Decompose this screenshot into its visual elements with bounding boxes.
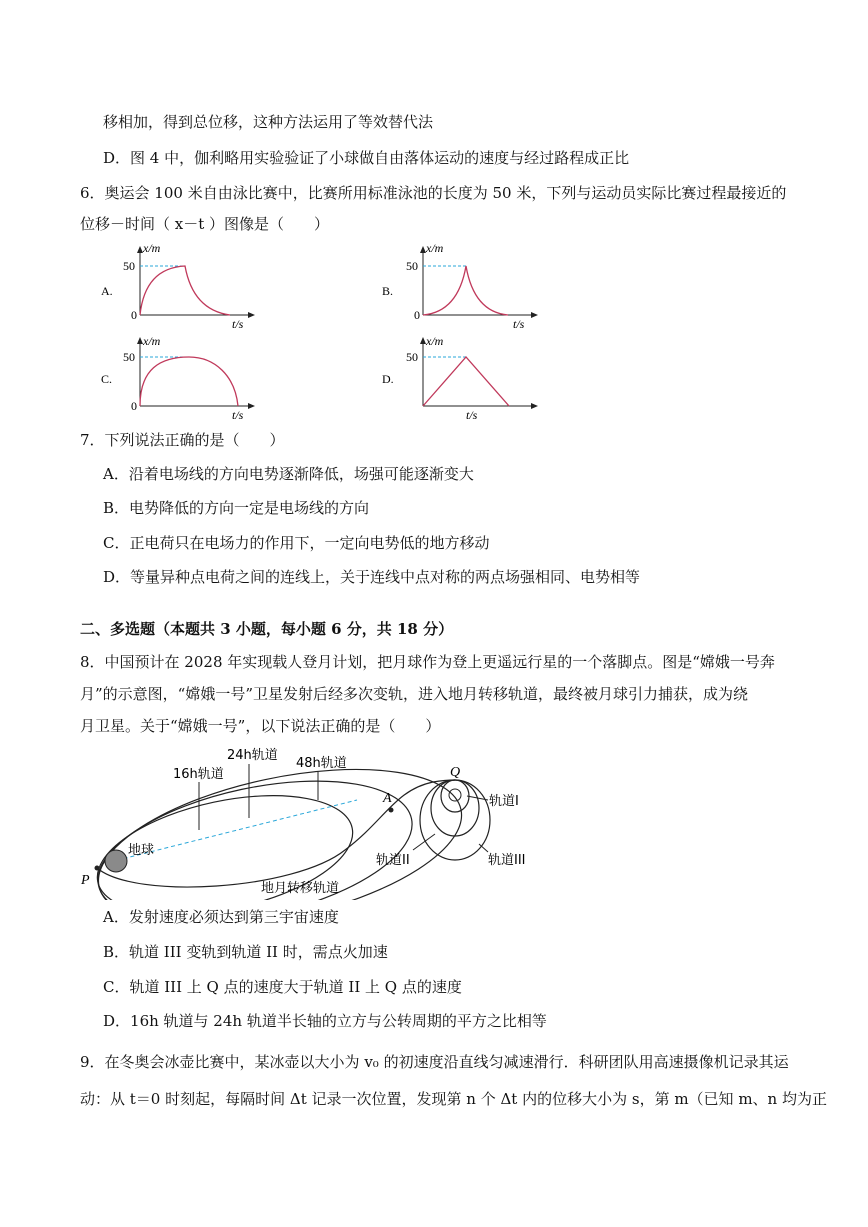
q8-option-b: B．轨道 III 变轨到轨道 II 时，需点火加速 [103,943,388,961]
moon [449,789,461,801]
option-c-label: C. [101,372,113,386]
option-b-label: B. [382,284,394,298]
y-axis-label: x/m [426,241,444,255]
orbit-24h [85,756,425,900]
orbit-16h-label: 16h轨道 [173,767,224,782]
orbit-II [431,780,479,836]
q5-option-d: D．图 4 中，伽利略用实验验证了小球做自由落体运动的速度与经过路程成正比 [103,149,630,167]
q6-graph-a [95,240,275,330]
point-a [389,808,394,813]
tick-50: 50 [406,259,418,273]
q6-graph-d [378,331,558,421]
q6-stem-2: 位移－时间（ x－t ）图像是（ ） [80,215,330,233]
point-p-label: P [81,873,90,888]
q6-stem-1: 6．奥运会 100 米自由泳比赛中，比赛所用标准泳池的长度为 50 米，下列与运动员实际比赛过程最接近的 [80,184,787,202]
x-axis-label: t/s [232,408,244,421]
tick-50: 50 [123,350,135,364]
q8-option-c: C．轨道 III 上 Q 点的速度大于轨道 II 上 Q 点的速度 [103,978,462,996]
q9-stem-1: 9．在冬奥会冰壶比赛中，某冰壶以大小为 v₀ 的初速度沿直线匀减速滑行．科研团队用高速摄像机记录其运 [80,1053,789,1071]
orbit-III [420,780,490,860]
orbit-I-label: 轨道I [489,794,519,809]
earth [105,850,127,872]
x-axis-label: t/s [513,317,525,330]
y-axis-label: x/m [426,334,444,348]
orbit-III-label: 轨道III [488,853,526,868]
tick-0: 0 [131,308,137,322]
q8-stem-3: 月卫星。关于“嫦娥一号”，以下说法正确的是（ ） [80,717,441,735]
q8-stem-2: 月”的示意图，“嫦娥一号”卫星发射后经多次变轨，进入地月转移轨道，最终被月球引力捕获，成为绕 [80,685,749,703]
q8-option-a: A．发射速度必须达到第三宇宙速度 [103,908,339,926]
continued-line: 移相加，得到总位移，这种方法运用了等效替代法 [103,113,434,131]
orbit-48h [84,741,475,900]
earth-label: 地球 [128,843,155,858]
orbit-II-label: 轨道II [376,853,410,868]
tick-50: 50 [123,259,135,273]
orbit-diagram [75,740,575,900]
point-p [95,866,100,871]
x-axis-label: t/s [466,408,478,421]
x-axis-label: t/s [232,317,244,330]
tick-0: 0 [131,399,137,413]
tick-0: 0 [414,308,420,322]
q7-option-d: D．等量异种点电荷之间的连线上，关于连线中点对称的两点场强相同、电势相等 [103,568,641,586]
q8-stem-1: 8．中国预计在 2028 年实现载人登月计划，把月球作为登上更遥远行星的一个落脚点。图是“嫦娥一号奔 [80,653,775,671]
y-axis-label: x/m [143,334,161,348]
q6-graph-b [378,240,558,330]
y-axis-label: x/m [143,241,161,255]
point-q-label: Q [450,765,461,780]
q8-option-d: D．16h 轨道与 24h 轨道半长轴的立方与公转周期的平方之比相等 [103,1012,547,1030]
orbit-I [441,780,469,812]
orbit-24h-label: 24h轨道 [227,748,278,763]
point-a-label: A [383,791,392,806]
q9-stem-2: 动：从 t＝0 时刻起，每隔时间 Δt 记录一次位置，发现第 n 个 Δt 内的位移大小为 s，第 m（已知 m、n 均为正 [80,1090,827,1108]
q7-stem: 7．下列说法正确的是（ ） [80,431,285,449]
q6-graph-c [95,331,275,421]
tick-50: 50 [406,350,418,364]
q7-option-a: A．沿着电场线的方向电势逐渐降低，场强可能逐渐变大 [103,465,474,483]
q7-option-c: C．正电荷只在电场力的作用下，一定向电势低的地方移动 [103,534,490,552]
option-d-label: D. [382,372,394,386]
option-a-label: A. [101,284,113,298]
orbit-48h-label: 48h轨道 [296,756,347,771]
section-heading: 二、多选题（本题共 3 小题，每小题 6 分，共 18 分） [80,620,454,638]
q7-option-b: B．电势降低的方向一定是电场线的方向 [103,499,370,517]
transfer-label: 地月转移轨道 [261,881,340,896]
